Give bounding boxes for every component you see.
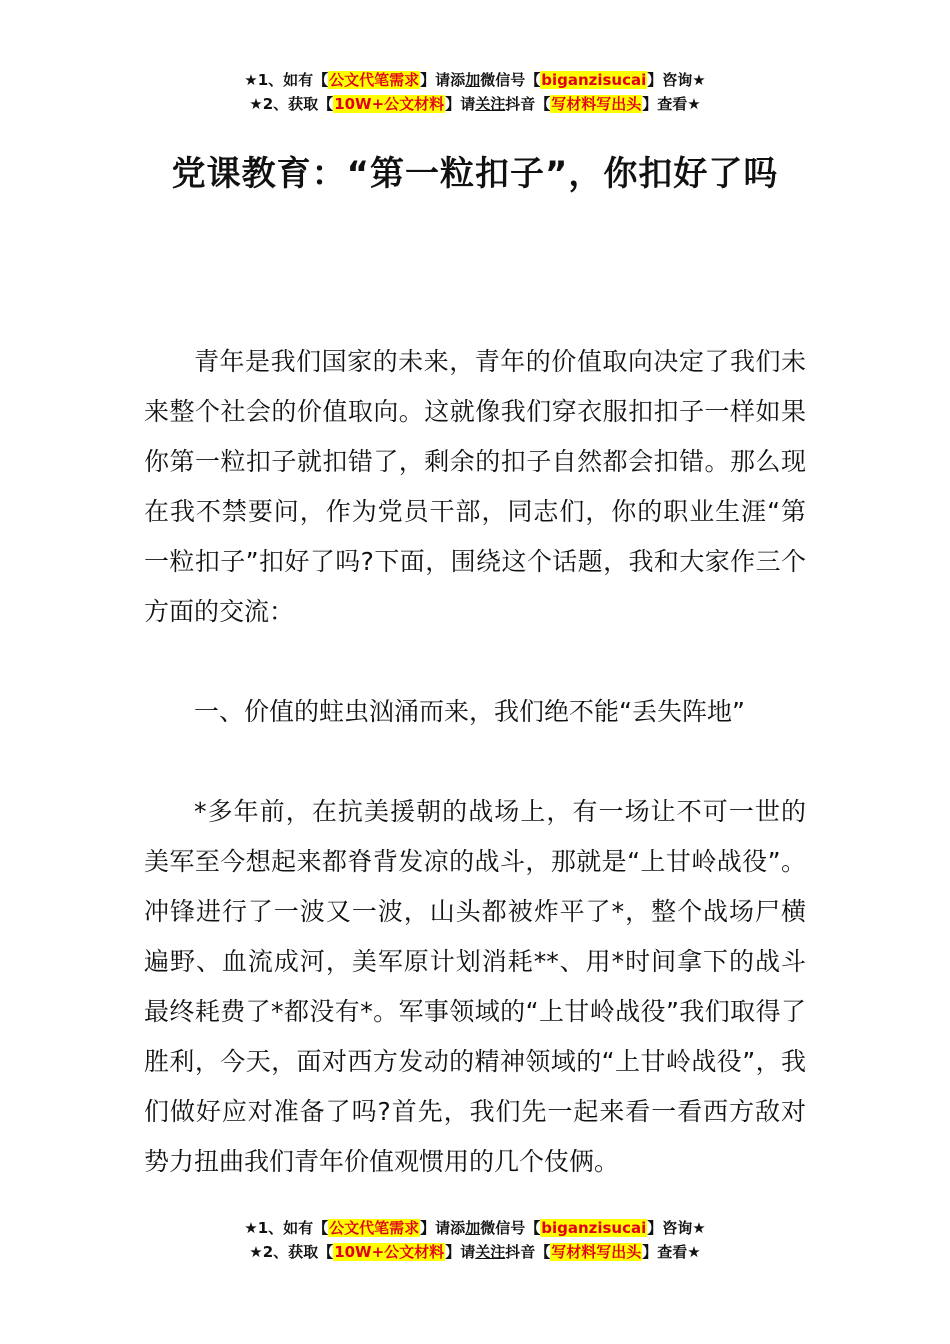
banner-text: 】查看★ [642, 1243, 701, 1261]
banner-text: 】请 [445, 95, 476, 113]
banner-emphasis: 加 [465, 71, 481, 89]
banner-line-1 [0, 68, 950, 92]
banner-text: ★2、获取【 [249, 1243, 334, 1261]
banner-text: 抖音【 [505, 95, 551, 113]
banner-highlight: 写材料写出头 [551, 1243, 642, 1261]
banner-highlight: 公文代笔需求 [329, 71, 420, 89]
footer-banner [0, 1216, 950, 1264]
banner-emphasis: 关注 [475, 95, 506, 113]
footer-line-2 [0, 1240, 950, 1264]
banner-text: ★1、如有【 [244, 71, 329, 89]
footer-line-1 [0, 1216, 950, 1240]
header-banner [0, 68, 950, 116]
banner-text: 】查看★ [642, 95, 701, 113]
paragraph-intro: 青年是我们国家的未来，青年的价值取向决定了我们未来整个社会的价值取向。这就像我们穿衣服扣扣子一样如果你第一粒扣子就扣错了，剩余的扣子自然都会扣错。那么现在我不禁要问，作为党员干部，同志们，你的职业生涯“第一粒扣子”扣好了吗?下面，围绕这个话题，我和大家作三个方面的交流： [144, 347, 806, 626]
banner-emphasis: 关注 [475, 1243, 506, 1261]
banner-text: 】咨询★ [647, 1219, 706, 1237]
banner-highlight: 10W+公文材料 [334, 1243, 445, 1261]
banner-text: 】咨询★ [647, 71, 706, 89]
document-body [144, 337, 806, 1187]
banner-text: 微信号【 [480, 71, 541, 89]
section-heading-1: 一、价值的蛀虫汹涌而来，我们绝不能“丢失阵地” [194, 697, 745, 726]
banner-highlight: 10W+公文材料 [334, 95, 445, 113]
banner-text: 微信号【 [480, 1219, 541, 1237]
banner-text: ★1、如有【 [244, 1219, 329, 1237]
banner-text: 抖音【 [505, 1243, 551, 1261]
banner-text: ★2、获取【 [249, 95, 334, 113]
banner-highlight: 写材料写出头 [551, 95, 642, 113]
banner-highlight: biganzisucai [541, 1219, 647, 1237]
banner-text: 】请添 [420, 71, 466, 89]
banner-emphasis: 加 [465, 1219, 481, 1237]
banner-highlight: biganzisucai [541, 71, 647, 89]
banner-line-2 [0, 92, 950, 116]
banner-text: 】请添 [420, 1219, 466, 1237]
banner-highlight: 公文代笔需求 [329, 1219, 420, 1237]
paragraph-section1: *多年前，在抗美援朝的战场上，有一场让不可一世的美军至今想起来都脊背发凉的战斗，那就是“上甘岭战役”。冲锋进行了一波又一波，山头都被炸平了*，整个战场尸横遍野、血流成河，美军原计划消耗**、用*时间拿下的战斗最终耗费了*都没有*。军事领域的“上甘岭战役”我们取得了胜利，今天，面对西方发动的精神领域的“上甘岭战役”，我们做好应对准备了吗?首先，我们先一起来看一看西方敌对势力扭曲我们青年价值观惯用的几个伎俩。 [144, 797, 806, 1176]
banner-text: 】请 [445, 1243, 476, 1261]
document-title: 党课教育：“第一粒扣子”，你扣好了吗 [171, 154, 779, 194]
